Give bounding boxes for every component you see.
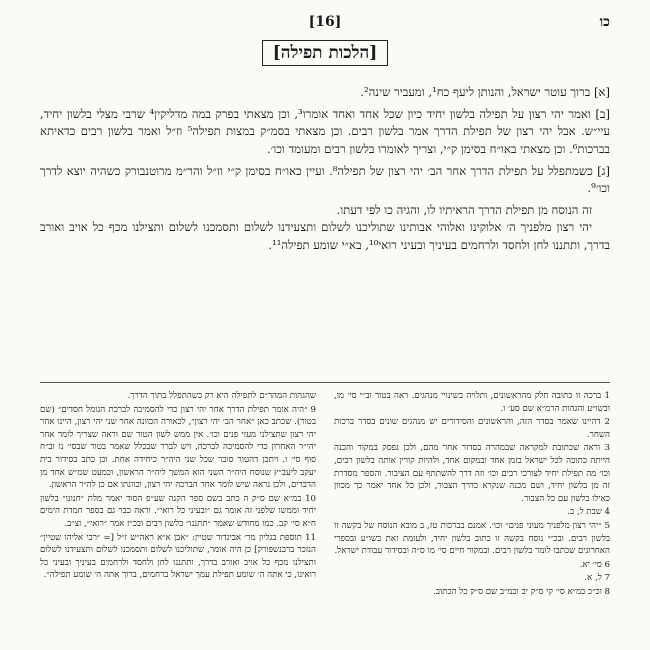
section-title: [הלכות תפילה]	[262, 40, 389, 66]
paragraph-gimel: [ג] כשמתפלל על תפילת הדרך אחר הב׳ יהי רצון של תפילה⁸. ועיין כאו״ח בסימן ק״י וז״ל והר״מ מרוטנבורק כשהיה יוצא לדרך וכו׳⁹.	[40, 163, 611, 196]
footnote: 11 תוספת בגליון מר׳ אביגדור שטיין: ״אבן א״א ראה״ש ז״ל [= ״רבי אליהו שטיין״ הנזכר ברבנשפורק] כן היה אומר, שתוליכנו לשלום ותסמכנו לשלום ותצעידנו לשלום ותצילנו מכף כל אויב ואורב בדרך, ותתננו לחן ולחסד ולרחמים בעיניך ובעיני כל רואינו, כי אתה ה׳ שומע תפילת עמך ישראל ברחמים, ברוך אתה ה׳ שומע תפילה״.	[40, 532, 316, 581]
footnote: 1 ברכה זו כתובה חלק מהראשונים, ותלויה בשינויי מנהגים. ראה בטור וב״י סי׳ מו, ובשו״ע והגהות הרמ״א שם סע׳ ו.	[334, 391, 610, 414]
footnotes	[40, 390, 610, 640]
paragraph-alef: [א] ברוך עוטר ישראל, והנותן ליעף כח¹, ומעביר שינה².	[360, 85, 610, 99]
footnote: 5 ״יהי רצון מלפניך מעוני פנים״ וכו׳. אמנם בברכות טז, ב מובא הנוסח של בקשה זו בלשון רבים. ובכ״י נוסח בקשה זו כתוב בלשון יחיד, ולעומת זאת בשו״ע ובספרי האחרונים שכתבו לומר בלשון רבים. ובמקור חיים סי׳ מו ס״ה ובסידור עבודת ישראל.	[334, 520, 610, 557]
footnotes-left-column	[40, 390, 316, 640]
footnote: 10 במ״א שם ס״ק ה כתב בשם ספר הקנה שע״פ הסוד יאמר מלת ״חנונו״ בלשון יחיד וממשו שלפני זה אומר גם ״ובעיני כל רואי״. וראה כבר גם בספר חמדת הימים ח״א סי׳ קב. כמו מחודש שאמר ״תתננו״ בלשון רבים ובכ״ז אמר ״רואי״, וצ״ב.	[40, 493, 316, 529]
section-number: [16]	[308, 14, 342, 30]
footnote: שהגהות המהר״ם לתפילה היא רק כשהתפלל בתוך הדרך.	[127, 391, 316, 401]
footnote-divider	[40, 382, 610, 383]
footnote: 7 ל, א.	[584, 573, 610, 584]
footnote: 8 וכ״כ במ״א סי׳ קי ס״ק יב ובמ״ב שם ס״ק כל הכתוב.	[433, 586, 610, 597]
paragraph-nusach-intro: זה הנוסח מן תפילת הדרך הראיתיו לו, והגיה כו לפי דעתו.	[336, 203, 592, 218]
paragraph-bet: [ב] ואמר יהי רצון על תפילה בלשון יחיד כיון שכל אחד ואחד אומרו³, וכן מצאתי בפרק במה מדליקין⁴ שרבי מצלי בלשון יחיד, עיי״ש. אבל יהי רצון של תפילת הדרך אמר בלשון רבים. וכן מצאתי בסמ״ק במצות תפילה⁵ וז״ל ואמר בלשון רבים כדאיתא בברכות⁶. וכן מצאתי באו״ח בסימן ק״י, וצריך לאומרו בלשון רבים ומעומד וכו׳.	[40, 107, 610, 156]
main-text	[40, 84, 610, 254]
paragraph-tefilat-haderech: יהי רצון מלפניך ה׳ אלוקינו ואלוהי אבותינו שתוליכנו לשלום ותצעידנו לשלום ותסמכנו לשלום ותצילנו מכף כל אויב ואורב בדרך, ותתננו לחן ולחסד ולרחמים בעיניך ובעיני רואי¹⁰, בא״י שומע תפילה¹¹.	[40, 220, 610, 252]
footnote: 9 ״היה אומר תפילת הדרך אחר יהי רצון כדי להסמיכה לברכת הגומל חסדים״ (שם בטור). שכתב כאן ״אחר הב׳ יהי רצון״, לכאורה הכוונה אחר שני יהי רצון, היינו אחר יהי רצון שתצילני מעזי פנים וכו׳. אין ממש לשון הטור שם וראה שצריך לומר אחר יהי״ר האחרון כדי להסמיכה לברכה, ויש לברר שבכלל שאמר בטור שבסי׳ נו וב״ח סוף סי׳ ו. ויתכן דהטור סובר שכל שני היה״ר כיחידה אחת. וכן כתב בסידור בית יעקב ליעב״ץ שנוסח היה״ר השני הוא המשך ליה״ר הראשון, וכמעט שמ״ש אחד מן הדברים, ולכן נראה שיש לומר אחר הברכה יהי רצון, וכוונתו אם כן לה״ר הראשון.	[40, 404, 316, 491]
page-number: כו	[599, 14, 610, 30]
footnote: 6 סי׳ יא.	[579, 559, 610, 570]
footnote: 3 וראה שכתובת למקראה שבמהרה בסדור אחר מהם, ולכן נפסק במקור והכנה הייתה כתובה לכל ישראל בזמן אחד ובמקום אחד, ולהיות קורין אותה בלשון רבים, וכו׳ מה תפילת יחיד לצורכי רבים וכו׳ וזה דרך להשתתף עם הציבור. והספר מסדרת זה מן בלשון יחיד, ושם מכנה שנקרא כדרך הצבור, ולכן כל אחד יאמר כך מכוון כאילו בלשון עם כל הצבור.	[334, 443, 610, 504]
footnote: 2 דהיינו שאמר בסדר הזה, והראשונים והסידורים יש מנהגים שונים בסדר ברכות השחר.	[334, 417, 610, 440]
footnotes-right-column	[334, 390, 610, 640]
section-title-box	[0, 40, 650, 66]
footnote: 4 שבת ל, ב.	[567, 507, 610, 518]
